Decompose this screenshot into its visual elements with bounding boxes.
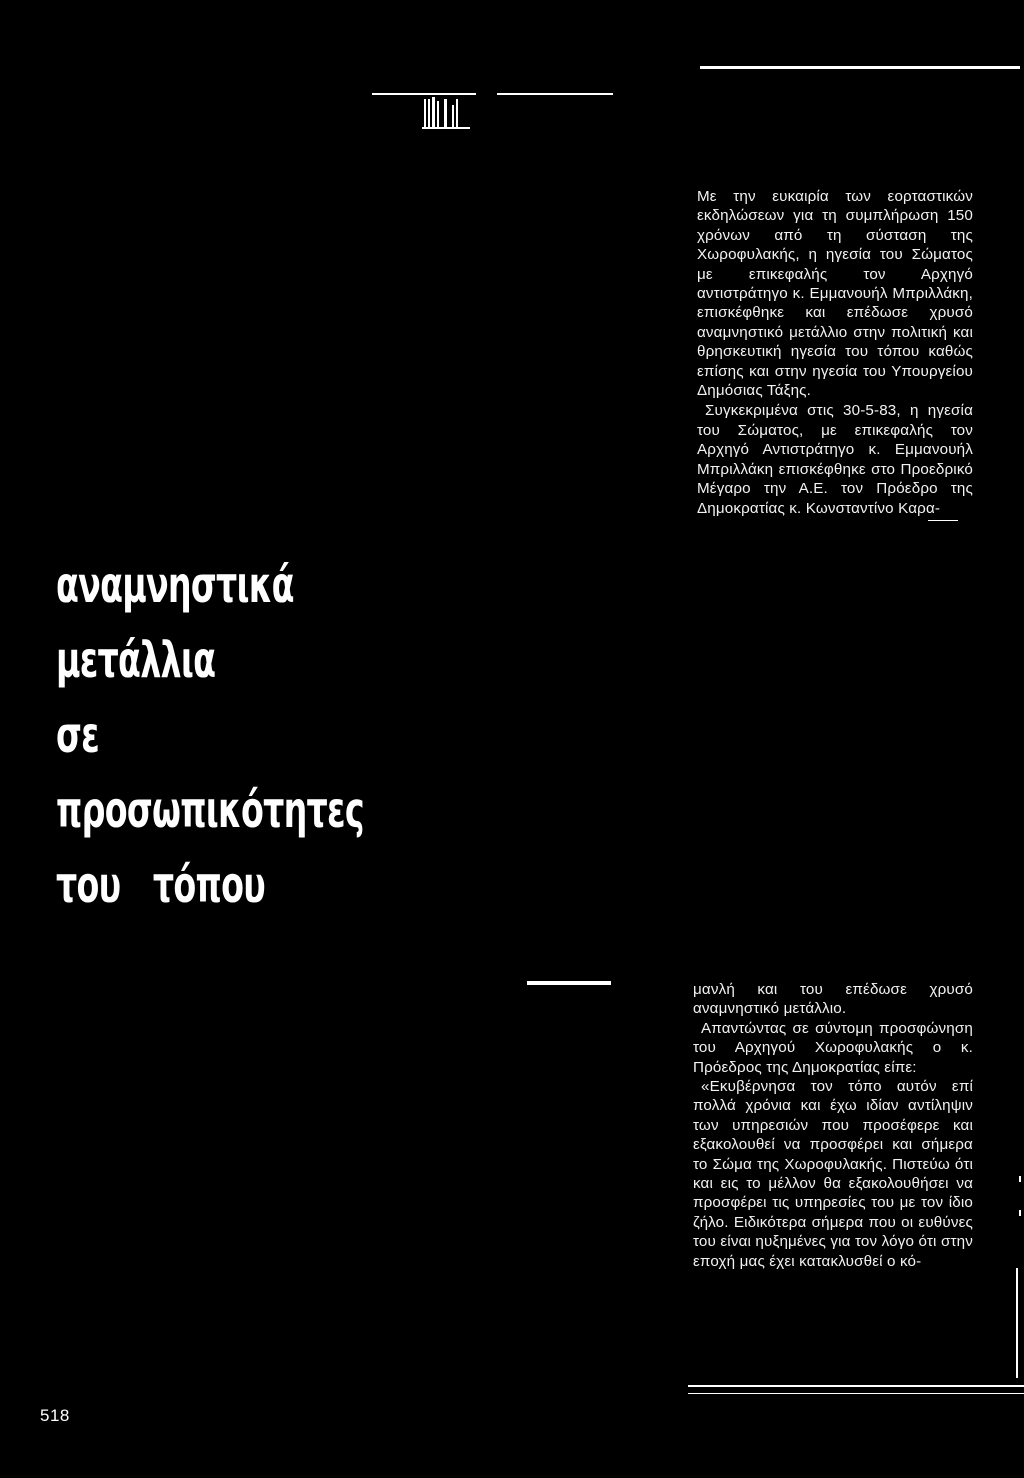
edge-mark xyxy=(1019,1210,1021,1216)
edge-mark xyxy=(1019,1176,1021,1182)
title-line: μετάλλια xyxy=(56,631,216,689)
edge-mark xyxy=(1016,1268,1018,1378)
top-rule-mid xyxy=(497,93,613,95)
top-rule-right xyxy=(700,66,1020,69)
title-line: του τόπου xyxy=(56,856,266,914)
title-line: σε xyxy=(56,706,99,764)
bottom-section-rule xyxy=(527,981,611,985)
column-end-rule xyxy=(928,520,958,521)
magazine-logo-icon xyxy=(420,95,476,131)
article-column-bottom xyxy=(693,980,973,1271)
footer-rule xyxy=(688,1385,1024,1387)
paragraph: Απαντώντας σε σύντομη προσφώνηση του Αρχηγού Χωροφυλακής ο κ. Πρόεδρος της Δημοκρατίας είπε: xyxy=(693,1019,973,1076)
article-title xyxy=(56,548,364,923)
footer-rule xyxy=(688,1393,1024,1394)
page-number: 518 xyxy=(40,1406,70,1425)
article-column-top xyxy=(697,187,973,518)
paragraph: μανλή και του επέδωσε χρυσό αναμνηστικό μετάλλιο. xyxy=(693,981,973,1018)
paragraph: Συγκεκριμένα στις 30-5-83, η ηγεσία του Σώματος, με επικεφαλής τον Αρχηγό Αντιστράτηγο κ. Εμμανουήλ Μπριλλάκη επισκέφθηκε στο Προεδρικό Μέγαρο την Α.Ε. τον Πρόεδρο της Δημοκρατίας κ. Κωνσταντίνο Καρα- xyxy=(697,402,973,517)
paragraph: Με την ευκαιρία των εορταστικών εκδηλώσεων για τη συμπλήρωση 150 χρόνων από τη σύσταση της Χωροφυλακής, η ηγεσία του Σώματος με επικεφαλής τον Αρχηγό αντιστράτηγο κ. Εμμανουήλ Μπριλλάκη, επισκέφθηκε και επέδωσε χρυσό αναμνηστικό μετάλλιο στην πολιτική και θρησκευτική ηγεσία του τόπου καθώς επίσης και στην ηγεσία του Υπουργείου Δημόσιας Τάξης. xyxy=(697,188,973,400)
title-line: προσωπικότητες xyxy=(56,781,364,839)
paragraph: «Εκυβέρνησα τον τόπο αυτόν επί πολλά χρόνια και έχω ιδίαν αντίληψιν των υπηρεσιών που προσέφερε και εξακολουθεί να προσφέρει και σήμερα το Σώμα της Χωροφυλακής. Πιστεύω ότι και εις το μέλλον θα εξακολουθήσει να προσφέρει τις υπηρεσίες του με τον ίδιο ζήλο. Ειδικότερα σήμερα που οι ευθύνες του είναι ηυξημένες για τον λόγο ότι στην εποχή μας έχει κατακλυσθεί ο κό- xyxy=(693,1078,973,1270)
title-line: αναμνηστικά xyxy=(56,556,294,614)
